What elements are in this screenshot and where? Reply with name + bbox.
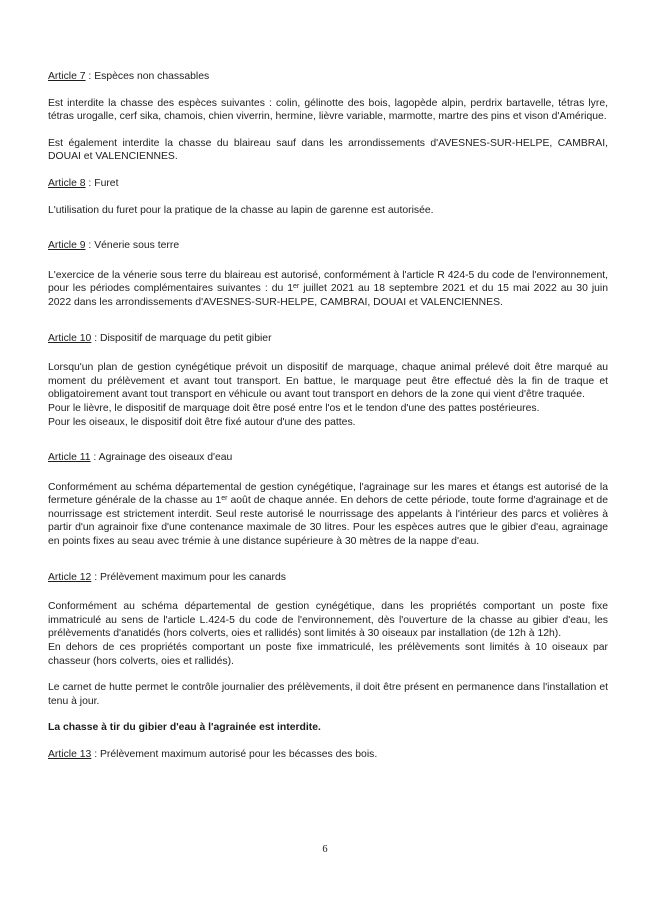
article-13-heading: Article 13 : Prélèvement maximum autorisé pour les bécasses des bois. [48,749,378,760]
article-12-title: Prélèvement maximum pour les canards [100,571,286,583]
article-12-bold-note: La chasse à tir du gibier d'eau à l'agrainée est interdite. [48,722,321,734]
article-8-heading: Article 8 : Furet [48,177,119,189]
article-13-label: Article 13 [48,749,92,760]
article-11-label: Article 11 [48,452,91,464]
article-11-paragraph-1: Conformément au schéma départemental de gestion cynégétique, l'agrainage sur les mares et étangs est autorisé de la fermeture générale de la chasse au 1er août de chaque année. En dehors de cette période, toute forme d'agrainage et de nourrissage est strictement interdit. Seul reste autorisé le nourrissage des appelants à l'intérieur des parcs et volières à partir d'un agrainoir fixe d'une contenance maximale de 30 litres. Pour les espèces autres que le gibier d'eau, agrainage en points fixes au seau avec trémie à une distance supérieure à 30 mètres de la nappe d'eau. [48,481,608,548]
article-10-paragraph-3: Pour les oiseaux, le dispositif doit être fixé autour d'une des pattes. [48,416,356,428]
article-9-paragraph-1: L'exercice de la vénerie sous terre du blaireau est autorisé, conformément à l'article R 424-5 du code de l'environnement, pour les périodes complémentaires suivantes : du 1er juillet 2021 au 18 septembre 2021 et du 15 mai 2022 au 30 juin 2022 dans les arrondissements d'AVESNES-SUR-HELPE, CAMBRAI, DOUAI et VALENCIENNES. [48,269,608,308]
article-10-heading: Article 10 : Dispositif de marquage du petit gibier [48,332,272,344]
article-9-heading: Article 9 : Vénerie sous terre [48,240,180,252]
article-9-label: Article 9 [48,240,86,252]
article-11-title: Agrainage des oiseaux d'eau [98,452,233,464]
article-10-label: Article 10 [48,332,92,344]
article-8-label: Article 8 [48,177,86,189]
article-12-label: Article 12 [48,571,92,583]
article-7-paragraph-1: Est interdite la chasse des espèces suivantes : colin, gélinotte des bois, lagopède alpin, perdrix bartavelle, tétras lyre, tétras urogalle, cerf sika, chamois, chien viverrin, hermine, lièvre variable, marmotte, martre des pins et vison d'Amérique. [48,97,608,123]
article-8-title: Furet [94,177,119,189]
page-number: 6 [322,844,328,855]
article-10-paragraph-2: Pour le lièvre, le dispositif de marquage doit être posé entre l'os et le tendon d'une des pattes postérieures. [48,402,540,414]
article-9-title: Vénerie sous terre [94,240,180,252]
article-7-title: Espèces non chassables [94,71,210,82]
article-10-title: Dispositif de marquage du petit gibier [100,332,272,344]
article-12-paragraph-3: Le carnet de hutte permet le contrôle journalier des prélèvements, il doit être présent en permanence dans l'installation et tenu à jour. [48,682,608,707]
article-13-title: Prélèvement maximum autorisé pour les bécasses des bois. [100,749,378,760]
article-12-paragraph-2: En dehors de ces propriétés comportant un poste fixe immatriculé, les prélèvements sont limités à 10 oiseaux par chasseur (hors colverts, oies et rallidés). [48,642,608,667]
article-11-heading: Article 11 : Agrainage des oiseaux d'eau [48,452,233,464]
article-12-heading: Article 12 : Prélèvement maximum pour les canards [48,571,286,583]
article-12-paragraph-1: Conformément au schéma départemental de gestion cynégétique, dans les propriétés comportant un poste fixe immatriculé au sens de l'article L.424-5 du code de l'environnement, dès l'ouverture de la chasse au gibier d'eau, les prélèvements d'anatidés (hors colverts, oies et rallidés) sont limités à 30 oiseaux par installation (de 12h à 12h). [48,601,608,640]
article-7-heading: Article 7 : Espèces non chassables [48,71,210,82]
article-7-paragraph-2: Est également interdite la chasse du blaireau sauf dans les arrondissements d'AVESNES-SUR-HELPE, CAMBRAI, DOUAI et VALENCIENNES. [48,137,608,163]
article-8-paragraph-1: L'utilisation du furet pour la pratique de la chasse au lapin de garenne est autorisée. [48,204,434,216]
article-10-paragraph-1: Lorsqu'un plan de gestion cynégétique prévoit un dispositif de marquage, chaque animal prélevé doit être marqué au moment du prélèvement et avant tout transport. En battue, le marquage peut être effectué dès la fin de traque et obligatoirement avant tout transport en véhicule ou avant tout transport en dehors de la zone qui vient d'être traquée. [48,362,608,401]
article-7-label: Article 7 [48,71,86,82]
